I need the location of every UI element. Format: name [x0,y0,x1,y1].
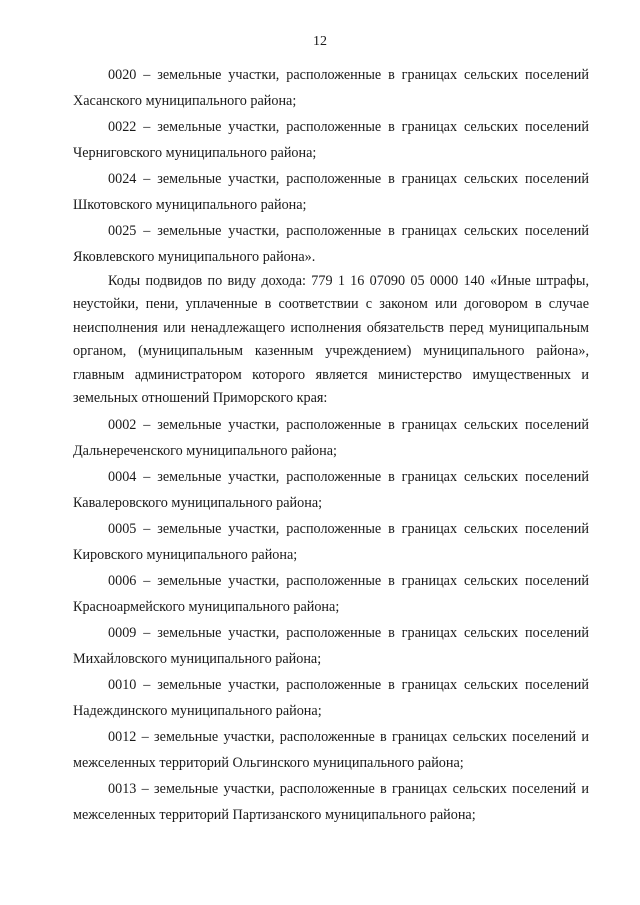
list-item: 0012 – земельные участки, расположенные в границах сельских поселений и межселенных территорий Ольгинского муниципального района; [73,729,589,772]
code-list-second [73,412,589,828]
list-item: 0004 – земельные участки, расположенные в границах сельских поселений Кавалеровского муниципального района; [73,469,589,512]
list-item: 0022 – земельные участки, расположенные в границах сельских поселений Черниговского муниципального района; [73,119,589,161]
code-list-first [73,62,589,270]
page-number: 12 [313,34,327,49]
list-item: 0009 – земельные участки, расположенные в границах сельских поселений Михайловского муниципального района; [73,625,589,668]
list-item: 0006 – земельные участки, расположенные в границах сельских поселений Красноармейского муниципального района; [73,573,589,616]
list-item: 0005 – земельные участки, расположенные в границах сельских поселений Кировского муниципального района; [73,521,589,564]
intro-paragraph: Коды подвидов по виду дохода: 779 1 16 07090 05 0000 140 «Иные штрафы, неустойки, пени, уплаченные в соответствии с законом или договором в случае неисполнения или ненадлежащего исполнения обязательств перед муниципальным органом, (муниципальным казенным учреждением) муниципального района», главным администратором которого является министерство имущественных и земельных отношений Приморского края: [73,273,589,407]
list-item: 0025 – земельные участки, расположенные в границах сельских поселений Яковлевского муниципального района». [73,223,589,265]
document-body [73,62,589,828]
list-item: 0013 – земельные участки, расположенные в границах сельских поселений и межселенных территорий Партизанского муниципального района; [73,781,589,824]
list-item: 0002 – земельные участки, расположенные в границах сельских поселений Дальнереченского муниципального района; [73,417,589,460]
list-item: 0010 – земельные участки, расположенные в границах сельских поселений Надеждинского муниципального района; [73,677,589,720]
list-item: 0024 – земельные участки, расположенные в границах сельских поселений Шкотовского муниципального района; [73,171,589,213]
list-item: 0020 – земельные участки, расположенные в границах сельских поселений Хасанского муниципального района; [73,67,589,109]
